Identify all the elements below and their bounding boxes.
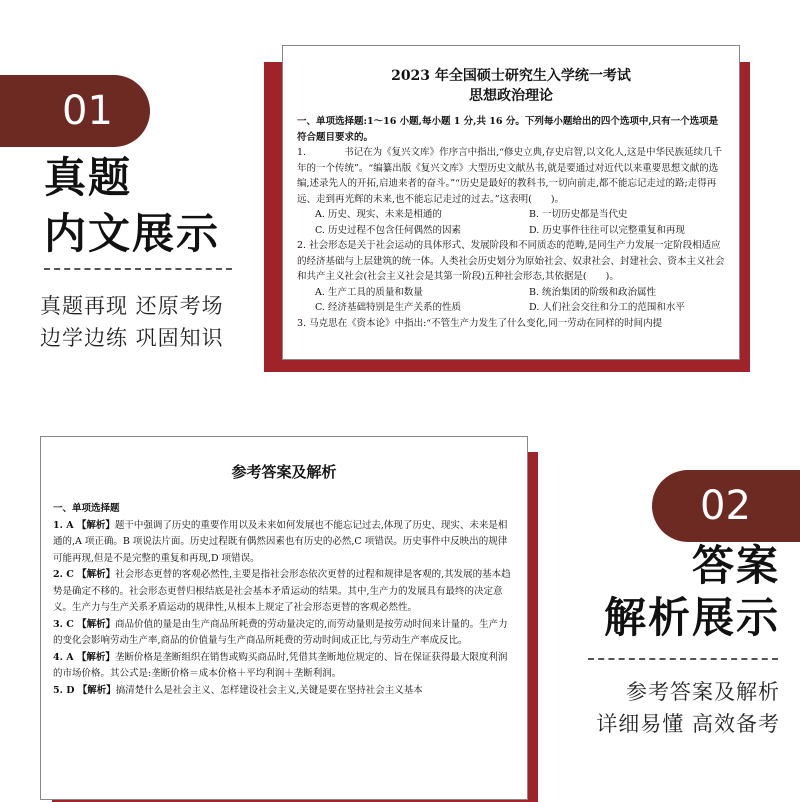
- section-number: 01: [62, 88, 113, 134]
- section-number: 02: [700, 483, 751, 529]
- answer-item: [53, 683, 515, 700]
- exam-title: 2023 年全国硕士研究生入学统一考试: [391, 68, 631, 84]
- answer-key: 1. A 【解析】: [53, 519, 115, 531]
- section-heading-02: [600, 540, 780, 644]
- exam-subject: 思想政治理论: [469, 88, 553, 104]
- option: D. 历史事件往往可以完整重复和再现: [529, 224, 685, 236]
- answer-text: 商品价值的量是由生产商品所耗费的劳动量决定的,而劳动量则是按劳动时间来计量的。生产力的变化会影响劳动生产率,商品的价值量与生产商品所耗费的劳动时间成正比,与劳动生产率成反比。: [53, 618, 508, 646]
- option: B. 一切历史都是当代史: [529, 209, 628, 220]
- answer-key: 4. A 【解析】: [53, 651, 115, 663]
- dashed-divider: [44, 268, 232, 270]
- answer-item: [53, 518, 515, 568]
- option: D. 人们社会交往和分工的范围和水平: [529, 302, 685, 313]
- answer-text: 社会形态更替的客观必然性,主要是指社会形态依次更替的过程和规律是客观的,其发展的基本趋势是确定不移的。社会形态更替归根结底是社会基本矛盾运动的结果。其中,生产力的发展具有最终的决定意义。生产力与生产关系矛盾运动的规律性,从根本上规定了社会形态更替的客观必然性。: [53, 569, 511, 613]
- heading-line: 内文展示: [44, 209, 221, 258]
- exam-page-preview: [282, 45, 740, 360]
- answer-key: 5. D 【解析】: [53, 684, 116, 696]
- option: C. 历史过程不包含任何偶然的因素: [315, 224, 461, 236]
- dashed-divider: [588, 658, 778, 660]
- answer-section-heading: 一、单项选择题: [53, 503, 120, 514]
- answer-text: 题干中强调了历史的重要作用以及未来如何发展也不能忘记过去,体现了历史、现实、未来是相通的,A 项正确。B 项说法片面。历史过程既有偶然因素也有历史的必然,C 项错误。历史事件中反映出的规律可能再现,但是不是完整的重复和再现,D 项错误。: [53, 519, 508, 564]
- answer-key: 3. C 【解析】: [53, 618, 116, 630]
- answer-text: 搞清楚什么是社会主义、怎样建设社会主义,关键是要在坚持社会主义基本: [115, 684, 423, 696]
- answer-item: [53, 650, 515, 683]
- section-subtitle-01: [40, 290, 224, 354]
- options-row: [297, 223, 725, 239]
- section-number-badge-02: [652, 470, 800, 542]
- heading-line: 真题: [44, 153, 133, 202]
- section-subtitle-02: [560, 676, 780, 740]
- option: C. 经济基础特别是生产关系的性质: [315, 302, 461, 313]
- subtitle-line: 边学边练 巩固知识: [40, 326, 224, 350]
- section-number-badge-01: [0, 75, 150, 147]
- heading-line: 解析展示: [603, 593, 780, 642]
- answer-item: [53, 567, 515, 617]
- question-1: 1. 书记在为《复兴文库》作序言中指出,“修史立典,存史启智,以文化人,这是中华民族延续几千年的一个传统”。“编纂出版《复兴文库》大型历史文献丛书,就是要通过对近代以来重要思想文献的选编,述录先人的开拓,启迪来者的奋斗。”“历史是最好的教科书,一切向前走,都不能忘记走过的路;走得再远、走到再光辉的未来,也不能忘记走过的过去。”这表明( )。: [297, 147, 723, 205]
- subtitle-line: 真题再现 还原考场: [40, 294, 224, 318]
- question-3: 3. 马克思在《资本论》中指出:“不管生产力发生了什么变化,同一劳动在同样的时间内提: [297, 317, 663, 329]
- instructions: 一、单项选择题:1～16 小题,每小题 1 分,共 16 分。下列每小题给出的四个选项中,只有一个选项是符合题目要求的。: [297, 116, 719, 143]
- options-row: [297, 300, 725, 316]
- heading-line: 答案: [691, 541, 780, 590]
- answer-title: 参考答案及解析: [231, 463, 337, 481]
- option: A. 生产工具的质量和数量: [315, 286, 423, 298]
- question-2: 2. 社会形态是关于社会运动的具体形式、发展阶段和不同质态的范畴,是同生产力发展一定阶段相适应的经济基础与上层建筑的统一体。人类社会历史划分为原始社会、奴隶社会、封建社会、资本主义社会和共产主义社会(社会主义社会是其第一阶段)五种社会形态,其依据是( )。: [297, 240, 725, 282]
- option: B. 统治集团的阶级和政治属性: [529, 286, 657, 298]
- options-row: [297, 207, 725, 223]
- answer-page-preview: [40, 436, 528, 800]
- answer-key: 2. C 【解析】: [53, 569, 116, 580]
- answer-text: 垄断价格是垄断组织在销售或购买商品时,凭借其垄断地位规定的、旨在保证获得最大限度利润的市场价格。其公式是:垄断价格＝成本价格＋平均利润＋垄断利润。: [53, 651, 508, 679]
- option: A. 历史、现实、未来是相通的: [315, 209, 442, 220]
- answer-item: [53, 617, 515, 650]
- section-heading-01: [44, 150, 220, 262]
- subtitle-line: 详细易懂 高效备考: [596, 712, 780, 736]
- subtitle-line: 参考答案及解析: [626, 680, 780, 704]
- options-row: [297, 285, 725, 301]
